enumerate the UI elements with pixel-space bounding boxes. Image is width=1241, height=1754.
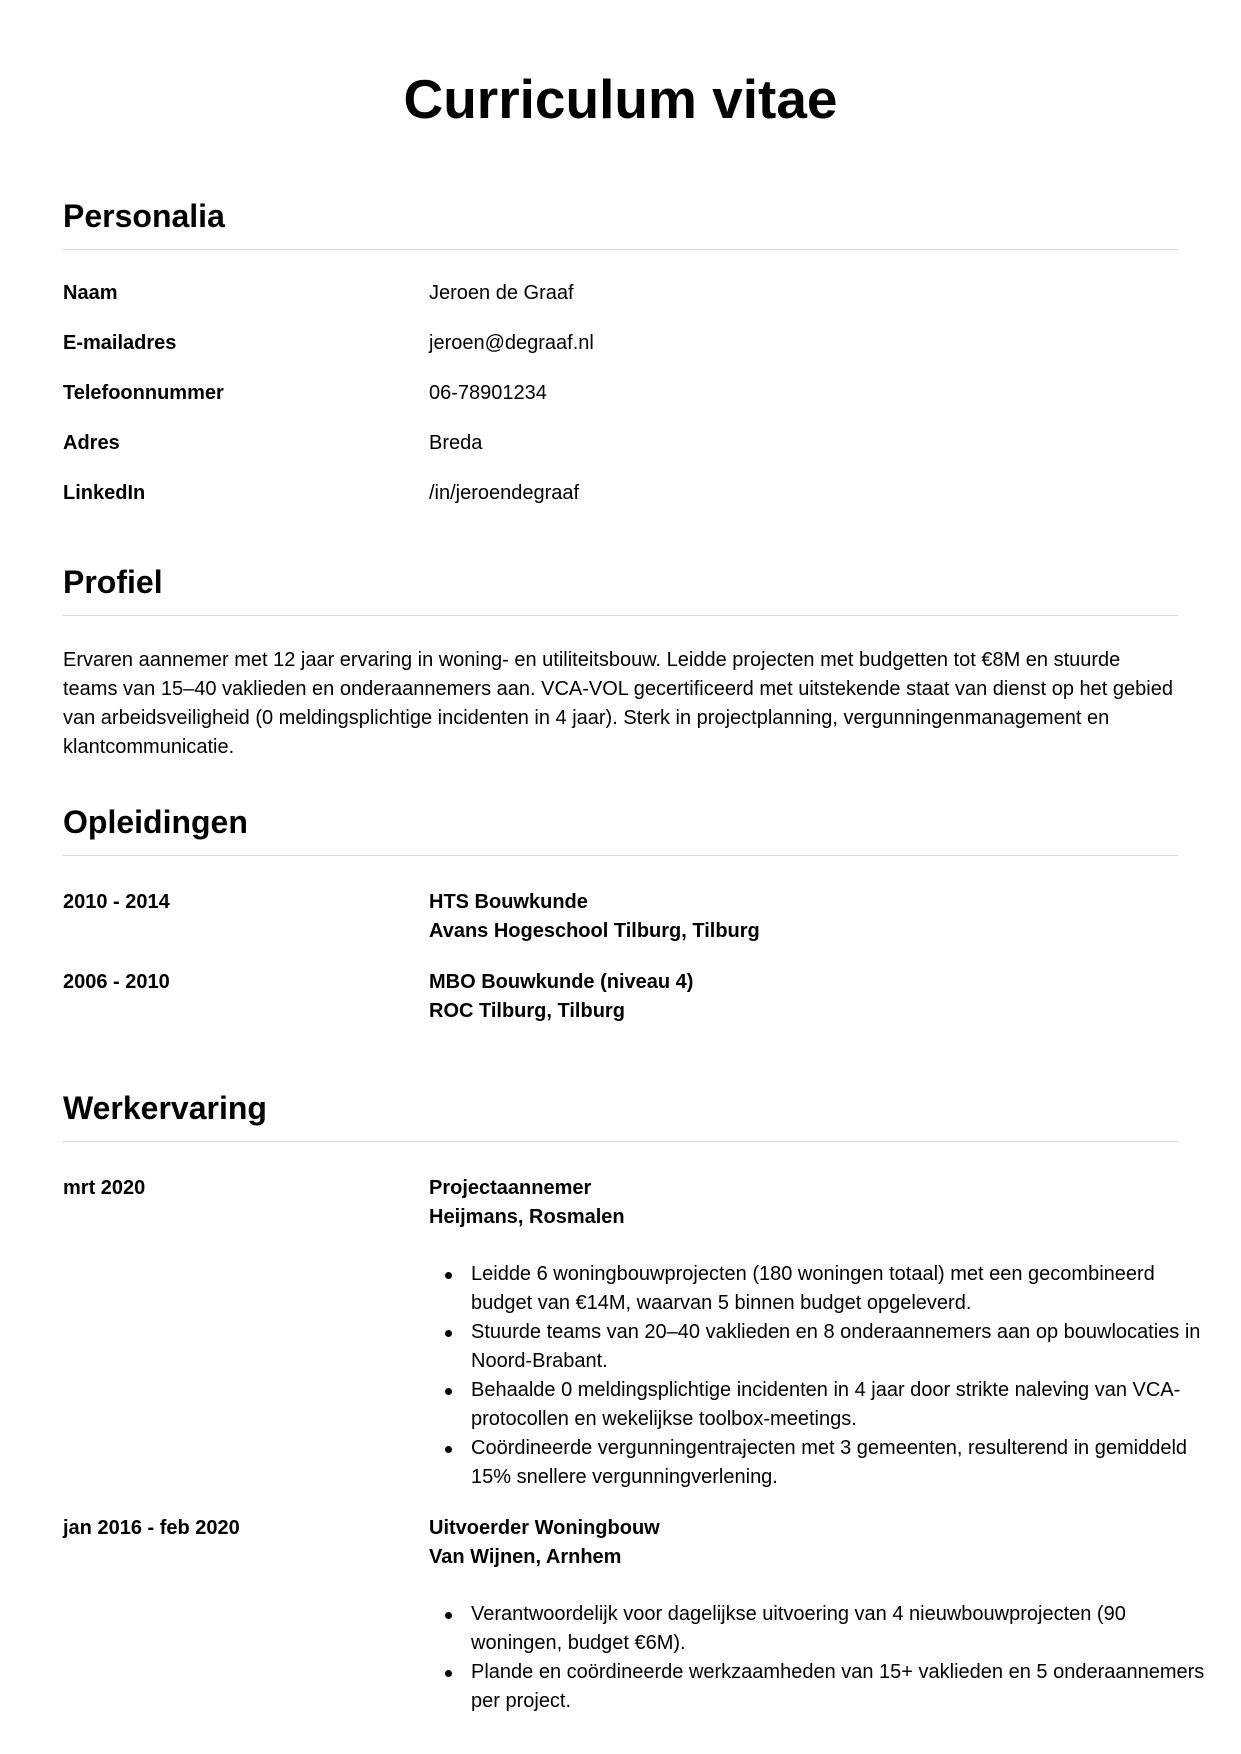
personalia-value: 06-78901234 — [429, 382, 547, 404]
werk-period: mrt 2020 — [63, 1177, 146, 1199]
werk-bullet: Stuurde teams van 20–40 vaklieden en 8 onderaannemers aan op bouwlocaties in Noord-Brabant. — [471, 1318, 1211, 1376]
personalia-label: E-mailadres — [63, 332, 177, 354]
opleiding-title: MBO Bouwkunde (niveau 4) — [429, 971, 694, 993]
werk-bullet-list — [429, 1600, 1211, 1716]
werk-entry — [63, 1174, 1201, 1492]
personalia-section — [63, 132, 1178, 520]
personalia-row-email — [63, 320, 1178, 370]
profiel-section — [63, 520, 1178, 762]
personalia-value: /in/jeroendegraaf — [429, 482, 580, 504]
profiel-heading: Profiel — [63, 562, 1178, 616]
werk-period: jan 2016 - feb 2020 — [63, 1517, 240, 1539]
personalia-row-adres — [63, 420, 1178, 470]
opleiding-entry — [63, 888, 1178, 946]
personalia-row-linkedin — [63, 470, 1178, 520]
werk-company: Van Wijnen, Arnhem — [429, 1546, 622, 1568]
opleiding-entry — [63, 968, 1178, 1026]
werk-bullet: Coördineerde vergunningentrajecten met 3 gemeenten, resulterend in gemiddeld 15% snellere vergunningverlening. — [471, 1434, 1211, 1492]
personalia-heading: Personalia — [63, 196, 1178, 250]
werk-role: Uitvoerder Woningbouw — [429, 1517, 660, 1539]
opleiding-period: 2010 - 2014 — [63, 891, 170, 913]
werk-body — [429, 1514, 1211, 1716]
personalia-label: LinkedIn — [63, 482, 146, 504]
profiel-text: Ervaren aannemer met 12 jaar ervaring in woning- en utiliteitsbouw. Leidde projecten met budgetten tot €8M en stuurde teams van 15–40 vaklieden en onderaannemers aan. VCA-VOL gecertificeerd met uitstekende staat van dienst op het gebied van arbeidsveiligheid (0 meldingsplichtige incidenten in 4 jaar). Sterk in projectplanning, vergunningenmanagement en klantcommunicatie. — [63, 649, 1173, 758]
document-title: Curriculum vitae — [403, 68, 838, 130]
werkervaring-heading: Werkervaring — [63, 1088, 1178, 1142]
werk-bullet: Leidde 6 woningbouwprojecten (180 woningen totaal) met een gecombineerd budget van €14M, waarvan 5 binnen budget opgeleverd. — [471, 1260, 1211, 1318]
werk-bullet: Plande en coördineerde werkzaamheden van 15+ vaklieden en 5 onderaannemers per project. — [471, 1658, 1211, 1716]
personalia-label: Telefoonnummer — [63, 382, 224, 404]
werk-bullet-list — [429, 1260, 1211, 1492]
personalia-value: jeroen@degraaf.nl — [429, 332, 594, 354]
opleiding-institution: Avans Hogeschool Tilburg, Tilburg — [429, 920, 760, 942]
werk-role: Projectaannemer — [429, 1177, 592, 1199]
personalia-row-telefoon — [63, 370, 1178, 420]
werk-entry — [63, 1514, 1205, 1716]
personalia-table — [63, 270, 1178, 520]
opleidingen-section — [63, 762, 1178, 1026]
opleiding-body — [429, 968, 1178, 1026]
personalia-value: Breda — [429, 432, 483, 454]
werk-bullet: Verantwoordelijk voor dagelijkse uitvoering van 4 nieuwbouwprojecten (90 woningen, budget €6M). — [471, 1600, 1211, 1658]
werk-company: Heijmans, Rosmalen — [429, 1206, 625, 1228]
werk-body — [429, 1174, 1211, 1492]
opleiding-title: HTS Bouwkunde — [429, 891, 588, 913]
personalia-row-naam — [63, 270, 1178, 320]
werk-bullet: Behaalde 0 meldingsplichtige incidenten in 4 jaar door strikte naleving van VCA-protocollen en wekelijkse toolbox-meetings. — [471, 1376, 1211, 1434]
personalia-label: Naam — [63, 282, 118, 304]
opleidingen-list — [63, 856, 1178, 1026]
opleiding-body — [429, 888, 1178, 946]
opleidingen-heading: Opleidingen — [63, 802, 1178, 856]
personalia-label: Adres — [63, 432, 120, 454]
opleiding-institution: ROC Tilburg, Tilburg — [429, 1000, 625, 1022]
personalia-value: Jeroen de Graaf — [429, 282, 574, 304]
opleiding-period: 2006 - 2010 — [63, 971, 170, 993]
werkervaring-list — [63, 1142, 1205, 1716]
werkervaring-section — [63, 1048, 1205, 1716]
